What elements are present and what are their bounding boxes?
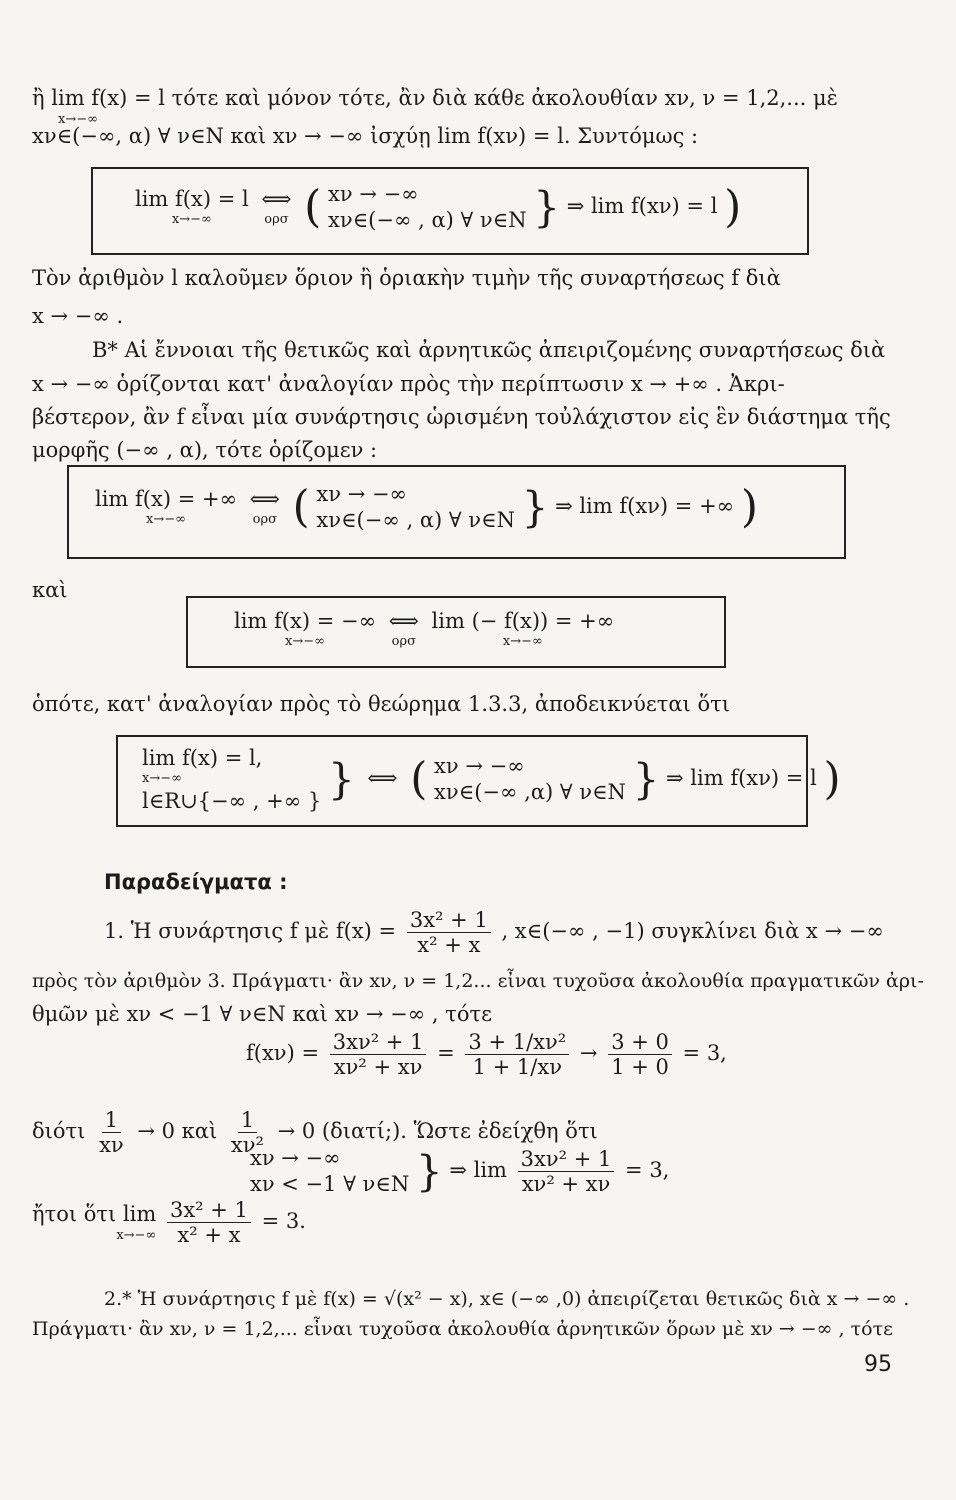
- ex1-eq-frac1-den: xν² + xν: [333, 1055, 423, 1080]
- ex1-intro-frac: [407, 908, 491, 957]
- box2-iff: ⟺: [249, 487, 280, 511]
- text-line-3: Τὸν ἀριθμὸν l καλοῦμεν ὅριον ἢ ὁριακὴν τιμὴν τῆς συναρτήσεως f διὰ: [32, 266, 781, 290]
- box2-cond1: xν → −∞: [316, 482, 408, 506]
- box1-close-paren: ): [724, 181, 742, 233]
- text-line-kai: καὶ: [32, 578, 68, 602]
- box1-brace: }: [533, 182, 560, 232]
- ex1-equation: [246, 1030, 727, 1079]
- ex1-line3: θμῶν μὲ xν < −1 ∀ ν∈N καὶ xν → −∞ , τότε: [32, 1002, 492, 1026]
- definition-box-plus-infinity: [67, 465, 846, 559]
- box1-iff: ⟺: [261, 187, 292, 211]
- ex1-intro: [104, 908, 884, 957]
- text-line-7: βέστερον, ἂν f εἶναι μία συνάρτησις ὡρισμένη τοὐλάχιστον εἰς ἓν διάστημα τῆς: [32, 405, 891, 429]
- definition-box-limit: [91, 167, 809, 255]
- ex1-because-frac2-num: 1: [238, 1108, 257, 1133]
- box1-open-paren: (: [304, 181, 322, 233]
- definition-box-minus-infinity: [186, 596, 726, 668]
- box1-cond1: xν → −∞: [328, 182, 419, 206]
- ex1-eq-frac2-den: 1 + 1/xν: [472, 1055, 562, 1080]
- text-line-8: μορφῆς (−∞ , α), τότε ὁρίζομεν :: [32, 438, 378, 462]
- text-line-4: x → −∞ .: [32, 304, 124, 328]
- box2-close-paren: ): [740, 481, 759, 533]
- ex1-eq-lhs: f(xν) =: [246, 1041, 320, 1066]
- ex2-line1: 2.* Ἡ συνάρτησις f μὲ f(x) = √(x² − x), x∈ (−∞ ,0) ἀπειρίζεται θετικῶς διὰ x → −∞ .: [104, 1288, 910, 1310]
- ex1-final-a: ἤτοι ὅτι lim: [32, 1202, 157, 1227]
- ex1-because-frac2-den: xν²: [230, 1133, 264, 1158]
- ex1-eq-end: = 3,: [682, 1041, 727, 1066]
- ex1-because-b: → 0 καὶ: [137, 1119, 218, 1144]
- box3-iff-sub: ορσ: [391, 634, 416, 650]
- theorem-box: [116, 735, 841, 827]
- ex1-final-frac-den: x² + x: [177, 1223, 241, 1248]
- ex1-because-frac1-num: 1: [102, 1108, 121, 1133]
- box1-rhs: ⇒ lim f(xν) = l: [566, 193, 718, 218]
- ex1-eq-frac1: [330, 1030, 427, 1079]
- ex1-intro-frac-num: 3x² + 1: [407, 908, 491, 933]
- ex1-because-a: διότι: [32, 1119, 86, 1144]
- box4-cond1: xν → −∞: [434, 754, 525, 779]
- box2-open-paren: (: [292, 481, 310, 533]
- ex1-intro-b: , x∈(−∞ , −1) συγκλίνει διὰ x → −∞: [501, 919, 884, 944]
- limit-subscript: x→−∞: [58, 112, 98, 127]
- box3-rhs-sub: x→−∞: [502, 634, 543, 650]
- ex1-eq-equals: =: [437, 1041, 455, 1066]
- ex1-final-frac: [167, 1198, 251, 1247]
- ex1-impl-frac-den: xν² + xν: [521, 1171, 611, 1196]
- ex1-impl-end: = 3,: [625, 1157, 670, 1182]
- ex1-line2: πρὸς τὸν ἀριθμὸν 3. Πράγματι· ἂν xν, ν = 1,2... εἶναι τυχοῦσα ἀκολουθία πραγματικῶν ἀρι-: [32, 970, 924, 992]
- box4-l2: l∈R∪{−∞ , +∞ }: [142, 788, 322, 813]
- box4-brace-left: }: [327, 754, 355, 804]
- box4-brace-right: }: [632, 754, 660, 804]
- text-line-9: ὁπότε, κατ' ἀναλογίαν πρὸς τὸ θεώρημα 1.3.3, ἀποδεικνύεται ὅτι: [32, 692, 730, 716]
- ex1-impl-cond2: xν < −1 ∀ ν∈N: [250, 1172, 410, 1197]
- box4-cond2: xν∈(−∞ ,α) ∀ ν∈N: [434, 780, 626, 805]
- text-line-1: ἢ lim f(x) = l τότε καὶ μόνον τότε, ἂν διὰ κάθε ἀκολουθίαν xν, ν = 1,2,... μὲ: [32, 86, 838, 110]
- ex2-line2: Πράγματι· ἂν xν, ν = 1,2,... εἶναι τυχοῦσα ἀκολουθία ἀρνητικῶν ὅρων μὲ xν → −∞ , τότε: [32, 1318, 893, 1340]
- ex1-impl-frac: [518, 1147, 615, 1196]
- box3-lhs: lim f(x) = −∞: [234, 609, 377, 633]
- box4-l1-sub: x→−∞: [142, 771, 182, 787]
- ex1-intro-a: 1. Ἡ συνάρτησις f μὲ f(x) =: [104, 919, 397, 944]
- ex1-eq-frac3: [608, 1030, 672, 1079]
- ex1-because-c: → 0 (διατί;). Ὥστε ἐδείχθη ὅτι: [277, 1119, 598, 1144]
- ex1-intro-frac-den: x² + x: [417, 933, 481, 958]
- box4-iff: ⟺: [367, 765, 398, 790]
- box4-open-paren: (: [410, 753, 428, 805]
- box2-lhs: lim f(x) = +∞: [95, 487, 238, 511]
- ex1-eq-arrow: →: [579, 1041, 598, 1066]
- box2-iff-sub: ορσ: [252, 512, 277, 528]
- text-line-6: x → −∞ ὁρίζονται κατ' ἀναλογίαν πρὸς τὴν περίπτωσιν x → +∞ . Ἀκρι-: [32, 372, 785, 396]
- examples-heading: Παραδείγματα :: [104, 870, 288, 894]
- box1-lhs-sub: x→−∞: [171, 212, 212, 228]
- ex1-eq-frac3-den: 1 + 0: [611, 1055, 669, 1080]
- box2-brace: }: [521, 482, 549, 532]
- ex1-impl-cond1: xν → −∞: [250, 1146, 341, 1170]
- text-line-5: B* Αἱ ἔννοιαι τῆς θετικῶς καὶ ἀρνητικῶς ἀπειριζομένης συναρτήσεως διὰ: [92, 338, 886, 362]
- ex1-final: [32, 1198, 306, 1247]
- ex1-impl-brace: }: [415, 1146, 443, 1196]
- ex1-final-frac-num: 3x² + 1: [167, 1198, 251, 1223]
- box4-l1: lim f(x) = l,: [142, 746, 263, 770]
- box3-rhs: lim (− f(x)) = +∞: [431, 609, 615, 633]
- box2-lhs-sub: x→−∞: [146, 512, 186, 528]
- ex1-eq-frac2-num: 3 + 1/xν²: [465, 1030, 569, 1055]
- box1-cond2: xν∈(−∞ , α) ∀ ν∈N: [328, 208, 527, 233]
- page-number: 95: [864, 1352, 892, 1377]
- ex1-because-frac1-den: xν: [99, 1133, 124, 1158]
- box1-iff-sub: ορσ: [264, 212, 289, 228]
- ex1-impl-lim: ⇒ lim: [449, 1157, 507, 1182]
- box2-rhs: ⇒ lim f(xν) = +∞: [555, 493, 735, 518]
- ex1-implication: [250, 1145, 669, 1198]
- box4-close-paren: ): [823, 753, 841, 805]
- ex1-impl-frac-num: 3xν² + 1: [518, 1147, 615, 1172]
- ex1-because-frac1: [96, 1108, 127, 1157]
- ex1-eq-frac1-num: 3xν² + 1: [330, 1030, 427, 1055]
- ex1-final-sub: x→−∞: [116, 1227, 157, 1243]
- box4-rhs: ⇒ lim f(xν) = l: [666, 765, 817, 790]
- ex1-final-end: = 3.: [261, 1209, 306, 1234]
- ex1-eq-frac2: [465, 1030, 569, 1079]
- box3-lhs-sub: x→−∞: [285, 634, 325, 650]
- box1-lhs: lim f(x) = l: [135, 187, 249, 211]
- ex1-eq-frac3-num: 3 + 0: [608, 1030, 672, 1055]
- box3-iff: ⟺: [388, 609, 419, 633]
- text-line-2: xν∈(−∞, α) ∀ ν∈N καὶ xν → −∞ ἰσχύῃ lim f(xν) = l. Συντόμως :: [32, 124, 699, 148]
- box2-cond2: xν∈(−∞ , α) ∀ ν∈N: [316, 508, 515, 533]
